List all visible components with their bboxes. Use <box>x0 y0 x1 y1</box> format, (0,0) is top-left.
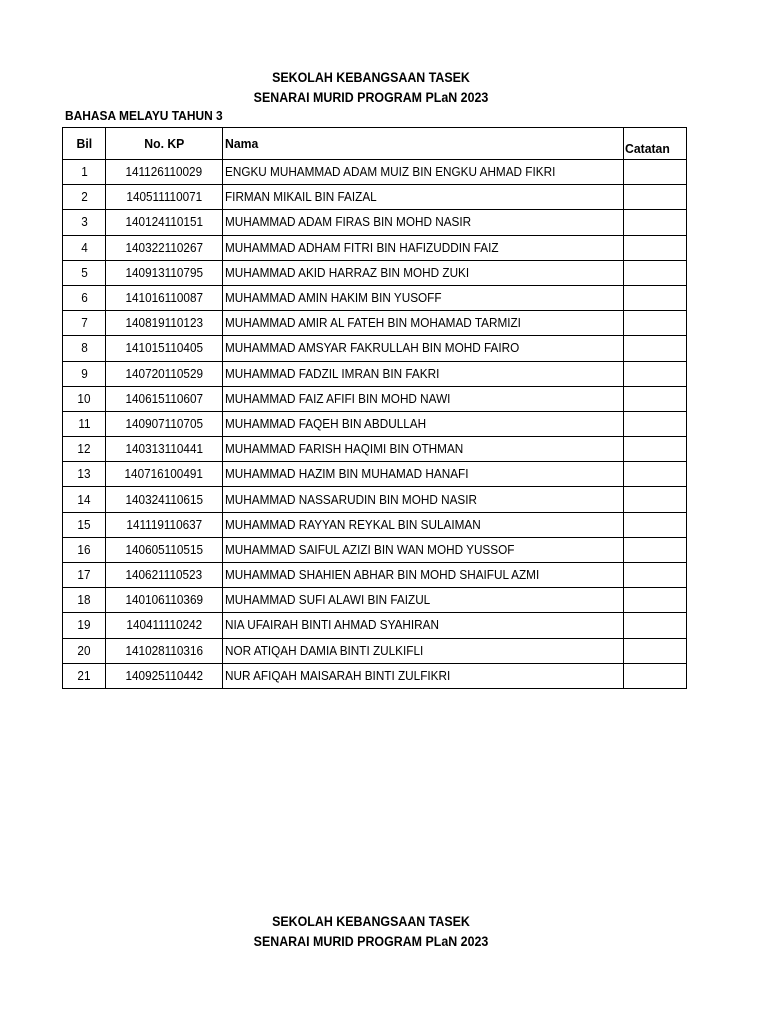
cell-bil <box>63 361 106 386</box>
cell-kp <box>106 588 223 613</box>
cell-nama-text: MUHAMMAD FADZIL IMRAN BIN FAKRI <box>225 366 440 381</box>
column-header-bil-label: Bil <box>76 135 92 151</box>
cell-nama-text: MUHAMMAD SHAHIEN ABHAR BIN MOHD SHAIFUL AZMI <box>225 568 540 583</box>
cell-nama-text: MUHAMMAD ADAM FIRAS BIN MOHD NASIR <box>225 215 472 230</box>
cell-kp <box>106 437 223 462</box>
cell-kp-text: 141119110637 <box>126 517 202 532</box>
cell-bil-text: 18 <box>77 593 91 608</box>
cell-bil-text: 6 <box>80 291 88 306</box>
table-row <box>63 386 687 411</box>
table-row <box>63 336 687 361</box>
cell-kp <box>106 487 223 512</box>
cell-catatan[interactable] <box>624 361 687 386</box>
cell-bil <box>63 588 106 613</box>
cell-nama-text: MUHAMMAD RAYYAN REYKAL BIN SULAIMAN <box>225 517 481 532</box>
cell-kp <box>106 663 223 688</box>
cell-bil-text: 8 <box>80 341 88 356</box>
cell-nama <box>223 462 624 487</box>
cell-nama-text: MUHAMMAD AKID HARRAZ BIN MOHD ZUKI <box>225 265 470 280</box>
cell-bil <box>63 437 106 462</box>
cell-bil <box>63 537 106 562</box>
cell-nama-text: ENGKU MUHAMMAD ADAM MUIZ BIN ENGKU AHMAD FIKRI <box>225 165 556 180</box>
cell-nama-text: NUR AFIQAH MAISARAH BINTI ZULFIKRI <box>225 668 451 683</box>
table-row <box>63 588 687 613</box>
cell-bil-text: 16 <box>77 542 91 557</box>
cell-bil <box>63 386 106 411</box>
cell-catatan[interactable] <box>624 663 687 688</box>
cell-nama <box>223 588 624 613</box>
table-row <box>63 512 687 537</box>
column-header-nama <box>223 128 624 160</box>
table-row <box>63 563 687 588</box>
cell-bil-text: 21 <box>77 668 91 683</box>
cell-bil-text: 15 <box>77 517 91 532</box>
cell-kp-text: 140411110242 <box>126 618 202 633</box>
cell-kp-text: 141028110316 <box>125 643 203 658</box>
cell-nama-text: MUHAMMAD FARISH HAQIMI BIN OTHMAN <box>225 442 464 457</box>
cell-nama <box>223 487 624 512</box>
cell-bil <box>63 210 106 235</box>
column-header-kp-label: No. KP <box>143 135 185 151</box>
cell-bil-text: 17 <box>77 568 91 583</box>
cell-nama <box>223 235 624 260</box>
cell-kp <box>106 512 223 537</box>
table-row <box>63 613 687 638</box>
column-header-bil <box>63 128 106 160</box>
cell-kp <box>106 160 223 185</box>
cell-nama-text: MUHAMMAD ADHAM FITRI BIN HAFIZUDDIN FAIZ <box>225 240 499 255</box>
cell-nama-text: MUHAMMAD AMSYAR FAKRULLAH BIN MOHD FAIRO <box>225 341 520 356</box>
cell-catatan[interactable] <box>624 160 687 185</box>
cell-nama <box>223 386 624 411</box>
cell-kp-text: 141015110405 <box>125 341 203 356</box>
cell-kp-text: 140720110529 <box>125 366 203 381</box>
cell-bil <box>63 563 106 588</box>
cell-kp-text: 140907110705 <box>125 416 203 431</box>
cell-kp-text: 140511110071 <box>126 190 202 205</box>
cell-bil <box>63 638 106 663</box>
cell-nama <box>223 160 624 185</box>
cell-nama <box>223 537 624 562</box>
cell-catatan[interactable] <box>624 638 687 663</box>
cell-catatan[interactable] <box>624 537 687 562</box>
cell-kp-text: 140124110151 <box>125 215 203 230</box>
cell-catatan[interactable] <box>624 613 687 638</box>
table-row <box>63 210 687 235</box>
table-row <box>63 185 687 210</box>
cell-nama-text: NOR ATIQAH DAMIA BINTI ZULKIFLI <box>225 643 424 658</box>
cell-bil-text: 2 <box>80 190 88 205</box>
cell-bil-text: 14 <box>77 492 91 507</box>
cell-bil-text: 20 <box>77 643 91 658</box>
column-header-kp <box>106 128 223 160</box>
footer-school-title: SEKOLAH KEBANGSAAN TASEK <box>272 914 470 929</box>
cell-kp <box>106 563 223 588</box>
table-body <box>63 160 687 689</box>
cell-nama-text: MUHAMMAD SUFI ALAWI BIN FAIZUL <box>225 593 431 608</box>
table-row <box>63 638 687 663</box>
cell-bil <box>63 487 106 512</box>
cell-bil <box>63 311 106 336</box>
cell-kp-text: 140819110123 <box>125 316 203 331</box>
column-header-catatan-label: Catatan <box>625 141 670 156</box>
table-row <box>63 487 687 512</box>
cell-catatan[interactable] <box>624 462 687 487</box>
cell-kp-text: 140913110795 <box>125 265 203 280</box>
cell-nama <box>223 260 624 285</box>
cell-nama <box>223 512 624 537</box>
cell-bil <box>63 512 106 537</box>
column-header-catatan <box>624 128 687 160</box>
cell-nama <box>223 210 624 235</box>
cell-bil-text: 12 <box>77 442 91 457</box>
cell-catatan[interactable] <box>624 336 687 361</box>
cell-catatan[interactable] <box>624 311 687 336</box>
cell-nama <box>223 185 624 210</box>
cell-bil-text: 10 <box>77 391 91 406</box>
cell-catatan[interactable] <box>624 386 687 411</box>
cell-catatan[interactable] <box>624 260 687 285</box>
cell-bil <box>63 336 106 361</box>
cell-kp-text: 140106110369 <box>125 593 203 608</box>
cell-nama <box>223 336 624 361</box>
table-row <box>63 537 687 562</box>
cell-bil <box>63 613 106 638</box>
cell-kp-text: 140925110442 <box>125 668 203 683</box>
cell-nama-text: MUHAMMAD NASSARUDIN BIN MOHD NASIR <box>225 492 477 507</box>
cell-bil <box>63 160 106 185</box>
cell-nama-text: MUHAMMAD AMIN HAKIM BIN YUSOFF <box>225 291 442 306</box>
cell-catatan[interactable] <box>624 487 687 512</box>
cell-bil-text: 4 <box>80 240 88 255</box>
cell-nama <box>223 411 624 436</box>
cell-catatan[interactable] <box>624 563 687 588</box>
cell-nama-text: MUHAMMAD HAZIM BIN MUHAMAD HANAFI <box>225 467 469 482</box>
cell-nama <box>223 361 624 386</box>
cell-bil-text: 11 <box>77 416 91 431</box>
cell-nama-text: MUHAMMAD AMIR AL FATEH BIN MOHAMAD TARMIZI <box>225 316 521 331</box>
list-title: SENARAI MURID PROGRAM PLaN 2023 <box>253 90 489 105</box>
table-row <box>63 235 687 260</box>
cell-catatan[interactable] <box>624 210 687 235</box>
cell-catatan[interactable] <box>624 588 687 613</box>
cell-bil <box>63 185 106 210</box>
cell-kp-text: 140615110607 <box>125 391 203 406</box>
cell-bil <box>63 462 106 487</box>
cell-catatan[interactable] <box>624 185 687 210</box>
cell-nama-text: MUHAMMAD SAIFUL AZIZI BIN WAN MOHD YUSSOF <box>225 542 515 557</box>
cell-kp-text: 140621110523 <box>125 568 203 583</box>
cell-nama-text: MUHAMMAD FAQEH BIN ABDULLAH <box>225 416 427 431</box>
cell-kp <box>106 235 223 260</box>
cell-bil-text: 7 <box>80 316 88 331</box>
table-row <box>63 411 687 436</box>
cell-nama <box>223 663 624 688</box>
cell-bil <box>63 411 106 436</box>
cell-kp <box>106 210 223 235</box>
cell-bil-text: 3 <box>80 215 88 230</box>
cell-kp-text: 140324110615 <box>125 492 203 507</box>
table-row <box>63 260 687 285</box>
table-row <box>63 361 687 386</box>
cell-nama <box>223 437 624 462</box>
cell-kp <box>106 462 223 487</box>
cell-kp <box>106 311 223 336</box>
table-row <box>63 160 687 185</box>
cell-nama <box>223 285 624 310</box>
cell-nama <box>223 613 624 638</box>
cell-kp <box>106 613 223 638</box>
cell-bil <box>63 663 106 688</box>
table-row <box>63 462 687 487</box>
cell-catatan[interactable] <box>624 437 687 462</box>
cell-bil-text: 1 <box>80 165 88 180</box>
cell-catatan[interactable] <box>624 512 687 537</box>
cell-kp <box>106 260 223 285</box>
table-row <box>63 285 687 310</box>
table-row <box>63 437 687 462</box>
cell-bil-text: 5 <box>80 265 88 280</box>
cell-bil <box>63 260 106 285</box>
cell-nama <box>223 638 624 663</box>
cell-catatan[interactable] <box>624 285 687 310</box>
cell-bil-text: 9 <box>80 366 88 381</box>
cell-bil-text: 19 <box>77 618 91 633</box>
cell-nama-text: FIRMAN MIKAIL BIN FAIZAL <box>225 190 377 205</box>
table-row <box>63 311 687 336</box>
column-header-nama-label: Nama <box>225 135 259 151</box>
subject-label: BAHASA MELAYU TAHUN 3 <box>65 108 223 123</box>
cell-kp-text: 141016110087 <box>125 291 203 306</box>
cell-nama-text: NIA UFAIRAH BINTI AHMAD SYAHIRAN <box>225 618 439 633</box>
cell-kp-text: 140605110515 <box>125 542 203 557</box>
cell-kp-text: 140716100491 <box>124 467 204 482</box>
cell-kp <box>106 285 223 310</box>
table-header-row <box>63 128 687 160</box>
cell-kp <box>106 185 223 210</box>
cell-catatan[interactable] <box>624 235 687 260</box>
cell-nama <box>223 563 624 588</box>
footer-list-title: SENARAI MURID PROGRAM PLaN 2023 <box>253 934 489 949</box>
table-row <box>63 663 687 688</box>
cell-kp-text: 141126110029 <box>125 165 203 180</box>
cell-bil <box>63 235 106 260</box>
cell-kp-text: 140313110441 <box>125 442 203 457</box>
cell-catatan[interactable] <box>624 411 687 436</box>
cell-kp <box>106 411 223 436</box>
cell-kp <box>106 361 223 386</box>
cell-kp <box>106 638 223 663</box>
cell-bil <box>63 285 106 310</box>
cell-kp <box>106 537 223 562</box>
cell-kp <box>106 386 223 411</box>
cell-nama <box>223 311 624 336</box>
cell-nama-text: MUHAMMAD FAIZ AFIFI BIN MOHD NAWI <box>225 391 451 406</box>
cell-kp <box>106 336 223 361</box>
cell-kp-text: 140322110267 <box>125 240 203 255</box>
student-table <box>62 127 687 689</box>
school-title: SEKOLAH KEBANGSAAN TASEK <box>272 70 470 85</box>
cell-bil-text: 13 <box>77 467 91 482</box>
